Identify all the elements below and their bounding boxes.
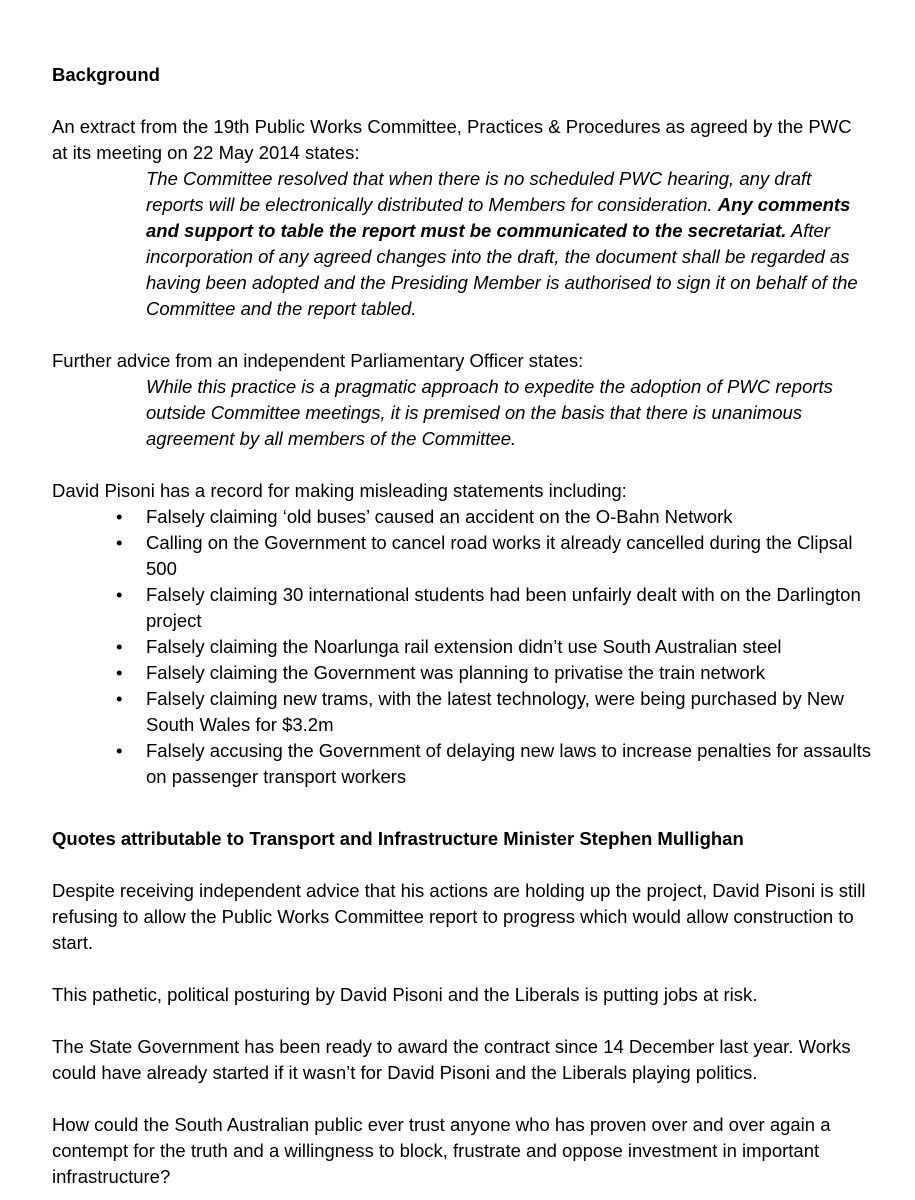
committee-resolution-quote (146, 166, 872, 322)
extract-intro-paragraph: An extract from the 19th Public Works Committee, Practices & Procedures as agreed by the PWC at its meeting on 22 May 2014 states: (52, 116, 852, 163)
background-heading: Background (52, 64, 160, 85)
list-item: • Calling on the Government to cancel road works it already cancelled during the Clipsal 500 (146, 530, 872, 582)
quote-paragraph-3: The State Government has been ready to award the contract since 14 December last year. Works could have already started if it wasn’t for David Pisoni and the Liberals playing politics. (52, 1036, 851, 1083)
quote1-text-b: After incorporation of any agreed changes into the draft, the document shall be regarded as having been adopted and the Presiding Member is authorised to sign it on behalf of the Committee and the report tabled. (146, 220, 858, 319)
quote1-text-a: The Committee resolved that when there is no scheduled PWC hearing, any draft reports will be electronically distributed to Members for consideration. (146, 168, 812, 215)
quotes-heading: Quotes attributable to Transport and Infrastructure Minister Stephen Mullighan (52, 828, 744, 849)
quote-paragraph-2: This pathetic, political posturing by David Pisoni and the Liberals is putting jobs at risk. (52, 984, 758, 1005)
list-item: • Falsely claiming new trams, with the latest technology, were being purchased by New South Wales for $3.2m (146, 686, 872, 738)
quote-paragraph-1: Despite receiving independent advice that his actions are holding up the project, David Pisoni is still refusing to allow the Public Works Committee report to progress which would allow construction to start. (52, 880, 866, 953)
quote-paragraph-4: How could the South Australian public ever trust anyone who has proven over and over again a contempt for the truth and a willingness to block, frustrate and oppose investment in important infrastructure? (52, 1114, 831, 1187)
advice-intro-paragraph: Further advice from an independent Parliamentary Officer states: (52, 350, 584, 371)
list-item: • Falsely claiming the Government was planning to privatise the train network (146, 660, 872, 686)
list-item: • Falsely accusing the Government of delaying new laws to increase penalties for assaults on passenger transport workers (146, 738, 872, 790)
list-item: • Falsely claiming ‘old buses’ caused an accident on the O-Bahn Network (146, 504, 872, 530)
misleading-statements-list (146, 504, 872, 790)
parliamentary-officer-quote: While this practice is a pragmatic approach to expedite the adoption of PWC reports outside Committee meetings, it is premised on the basis that there is unanimous agreement by all members of the Committee. (146, 376, 833, 449)
list-item: • Falsely claiming 30 international students had been unfairly dealt with on the Darlington project (146, 582, 872, 634)
list-item: • Falsely claiming the Noarlunga rail extension didn’t use South Australian steel (146, 634, 872, 660)
record-intro-paragraph: David Pisoni has a record for making misleading statements including: (52, 480, 627, 501)
quote1-bold-text: Any comments and support to table the report must be communicated to the secretariat. (146, 194, 851, 241)
